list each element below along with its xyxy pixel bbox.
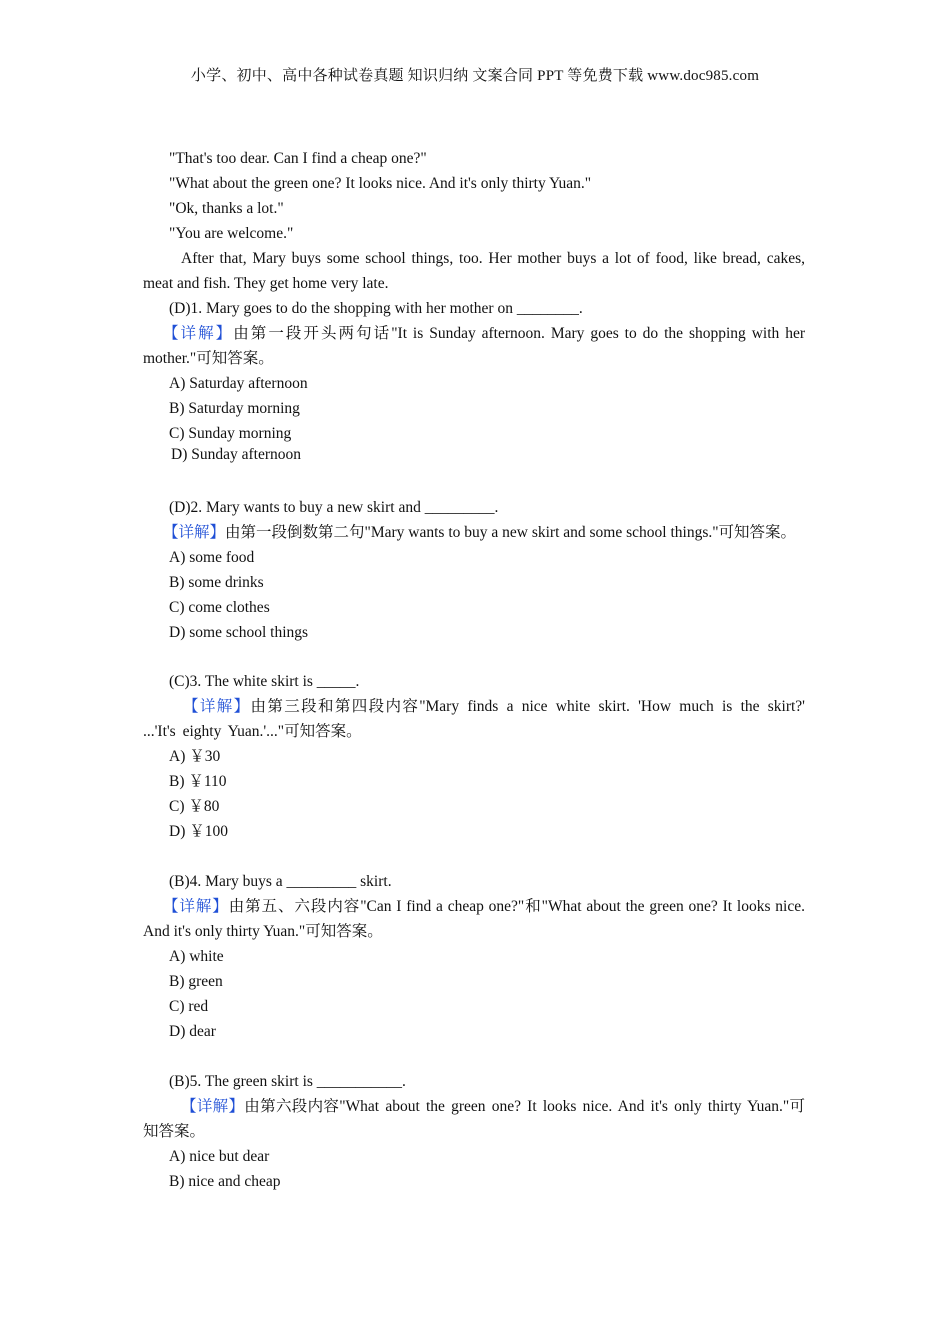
option: A) white (169, 948, 224, 965)
option: D) dear (169, 1023, 216, 1040)
option: C) red (169, 998, 209, 1015)
question-detail: 【详解】由第一段开头两句话"It is Sunday afternoon. Mary goes to do the shopping with her mother."可知答案。 (143, 325, 805, 367)
option: C) Sunday morning (169, 425, 292, 442)
passage-paragraph: After that, Mary buys some school things, too. Her mother buys a lot of food, like bread, cakes, meat and fish. They get home very late. (143, 250, 805, 292)
option: A) Saturday afternoon (169, 375, 308, 392)
option: D) ￥100 (169, 823, 228, 840)
option: B) Saturday morning (169, 400, 300, 417)
question-detail: 【详解】由第一段倒数第二句"Mary wants to buy a new skirt and some school things."可知答案。 (163, 524, 797, 541)
option: C) come clothes (169, 599, 270, 616)
detail-tag: 【详解】 (163, 524, 226, 541)
question-detail: 【详解】由第五、六段内容"Can I find a cheap one?"和"What about the green one? It looks nice. And it's only thirty Yuan."可知答案。 (143, 898, 805, 940)
passage-line: "That's too dear. Can I find a cheap one?" (169, 150, 427, 167)
option: C) ￥80 (169, 798, 220, 815)
question-stem: (D)2. Mary wants to buy a new skirt and _________. (169, 499, 499, 516)
detail-tag: 【详解】 (183, 698, 251, 715)
passage-line: "What about the green one? It looks nice. And it's only thirty Yuan." (169, 175, 592, 192)
option: A) ￥30 (169, 748, 221, 765)
detail-tag: 【详解】 (163, 898, 229, 915)
option: D) some school things (169, 624, 309, 641)
page-header: 小学、初中、高中各种试卷真题 知识归纳 文案合同 PPT 等免费下载 www.doc985.com (190, 68, 760, 84)
detail-tag: 【详解】 (181, 1098, 245, 1115)
question-stem: (D)1. Mary goes to do the shopping with her mother on ________. (169, 300, 583, 317)
option: B) nice and cheap (169, 1173, 281, 1190)
option: D) Sunday afternoon (171, 446, 301, 463)
option: A) some food (169, 549, 255, 566)
option: B) some drinks (169, 574, 264, 591)
question-stem: (B)5. The green skirt is ___________. (169, 1073, 406, 1090)
question-detail: 【详解】由第三段和第四段内容"Mary finds a nice white skirt. 'How much is the skirt?' ...'It's eighty Yuan.'..."可知答案。 (143, 698, 805, 740)
passage-line: "You are welcome." (169, 225, 294, 242)
question-stem: (C)3. The white skirt is _____. (169, 673, 360, 690)
option: A) nice but dear (169, 1148, 270, 1165)
option: B) ￥110 (169, 773, 227, 790)
passage-line: "Ok, thanks a lot." (169, 200, 284, 217)
option: B) green (169, 973, 223, 990)
detail-tag: 【详解】 (163, 325, 234, 342)
question-detail: 【详解】由第六段内容"What about the green one? It looks nice. And it's only thirty Yuan."可知答案。 (143, 1098, 805, 1140)
document-body (143, 146, 805, 1194)
question-stem: (B)4. Mary buys a _________ skirt. (169, 873, 392, 890)
